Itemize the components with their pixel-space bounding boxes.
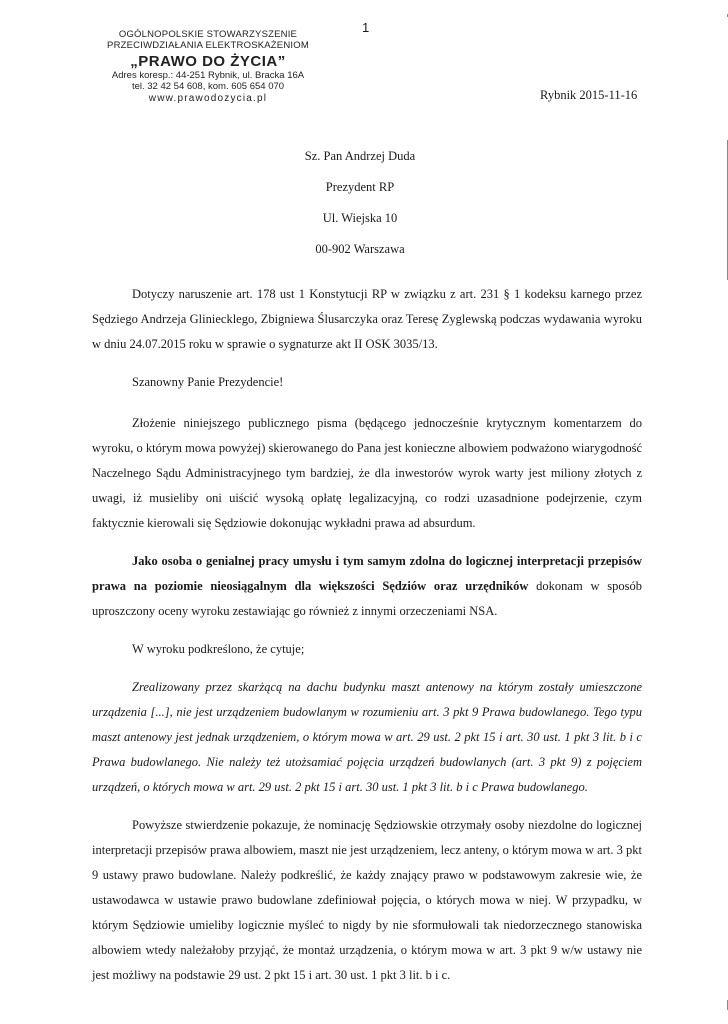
stamp-website: www.prawodozycia.pl (148, 92, 268, 104)
stamp-line: OGÓLNOPOLSKIE STOWARZYSZENIE (118, 29, 298, 40)
stamp-line: PRZECIWDZIAŁANIA ELEKTROSKAŻENIOM (107, 39, 309, 51)
body-paragraph-bold-lead (92, 549, 642, 624)
salutation: Szanowny Panie Prezydencie! (132, 375, 284, 389)
organization-stamp (88, 30, 328, 104)
subject-paragraph: Dotyczy naruszenie art. 178 ust 1 Konstytucji RP w związku z art. 231 § 1 kodeksu karnego przez Sędziego Andrzeja Gliniecklego, Zbigniewa Ślusarczyka oraz Teresę Zyglewską podczas wydawania wyroku w dniu 24.07.2015 roku w sprawie o sygnaturze akt II OSK 3035/13. (92, 287, 642, 351)
bold-statement: Jako osoba o genialnej pracy umysłu i tym samym zdolna do logicznej interpretacji przepisów prawa na poziomie nieosiągalnym dla większości Sędziów oraz urzędników (92, 554, 642, 593)
body-paragraph: W wyroku podkreślono, że cytuje; (132, 642, 305, 656)
stamp-phone: tel. 32 42 54 608, kom. 605 654 070 (131, 81, 285, 93)
paragraph-continuation: dokonam w sposób uproszczony oceny wyroku zestawiając go również z innymi orzeczeniami NSA. (92, 579, 642, 618)
page-number: 1 (362, 20, 370, 35)
recipient-city: 00-902 Warszawa (315, 242, 405, 256)
recipient-name: Sz. Pan Andrzej Duda (304, 149, 416, 163)
recipient-block (280, 141, 440, 265)
recipient-street: Ul. Wiejska 10 (322, 211, 398, 225)
letter-date: Rybnik 2015-11-16 (540, 88, 638, 102)
body-paragraph: Powyższe stwierdzenie pokazuje, że nominację Sędziowskie otrzymały osoby niezdolne do logicznej interpretacji przepisów prawa albowiem, maszt nie jest urządzeniem, lecz anteny, o którym mowa w art. 3 pkt 9 ustawy prawo budowlane. Należy podkreślić, że każdy znający prawo w podstawowym zakresie wie, że ustawodawca w ustawie prawo budowlane zdefiniował pojęcia, o których mowa w niej. W przypadku, w którym Sędziowie umieliby logicznie myśleć to nigdy by nie sformułowali tak niedorzecznego stanowiska albowiem wtedy należałoby przyjąć, że montaż urządzenia, o którym mowa w art. 3 pkt 9 w/w ustawy nie jest możliwy na podstawie 29 ust. 2 pkt 15 i art. 30 ust. 1 pkt 3 lit. b i c. (92, 818, 642, 982)
letter-body (92, 282, 642, 1001)
stamp-address: Adres koresp.: 44-251 Rybnik, ul. Bracka 16A (111, 70, 305, 82)
recipient-title: Prezydent RP (325, 180, 395, 194)
stamp-organization-name: „PRAWO DO ŻYCIA” (130, 52, 286, 70)
body-paragraph: Złożenie niniejszego publicznego pisma (będącego jednocześnie krytycznym komentarzem do wyroku, o którym mowa powyżej) skierowanego do Pana jest konieczne albowiem podważono wiarygodność Naczelnego Sądu Administracyjnego tym bardziej, że dla inwestorów wyrok warty jest miliony złotych z uwagi, iż musieliby oni uiścić wysoką opłatę legalizacyjną, co rodzi uzasadnione podejrzenie, czym faktycznie kierowali się Sędziowie dokonując wykładni prawa ad absurdum. (92, 416, 642, 530)
quoted-judgment: Zrealizowany przez skarżącą na dachu budynku maszt antenowy na którym zostały umieszczone urządzenia [...], nie jest urządzeniem budowlanym w rozumieniu art. 3 pkt 9 Prawa budowlanego. Tego typu maszt antenowy jest jednak urządzeniem, o którym mowa w art. 29 ust. 2 pkt 15 i art. 30 ust. 1 pkt 3 lit. b i c Prawa budowlanego. Nie należy też utożsamiać pojęcia urządzeń budowlanych (art. 3 pkt 9) z pojęciem urządzeń, o których mowa w art. 29 ust. 2 pkt 15 i art. 30 ust. 1 pkt 3 lit. b i c Prawa budowlanego. (92, 680, 642, 794)
